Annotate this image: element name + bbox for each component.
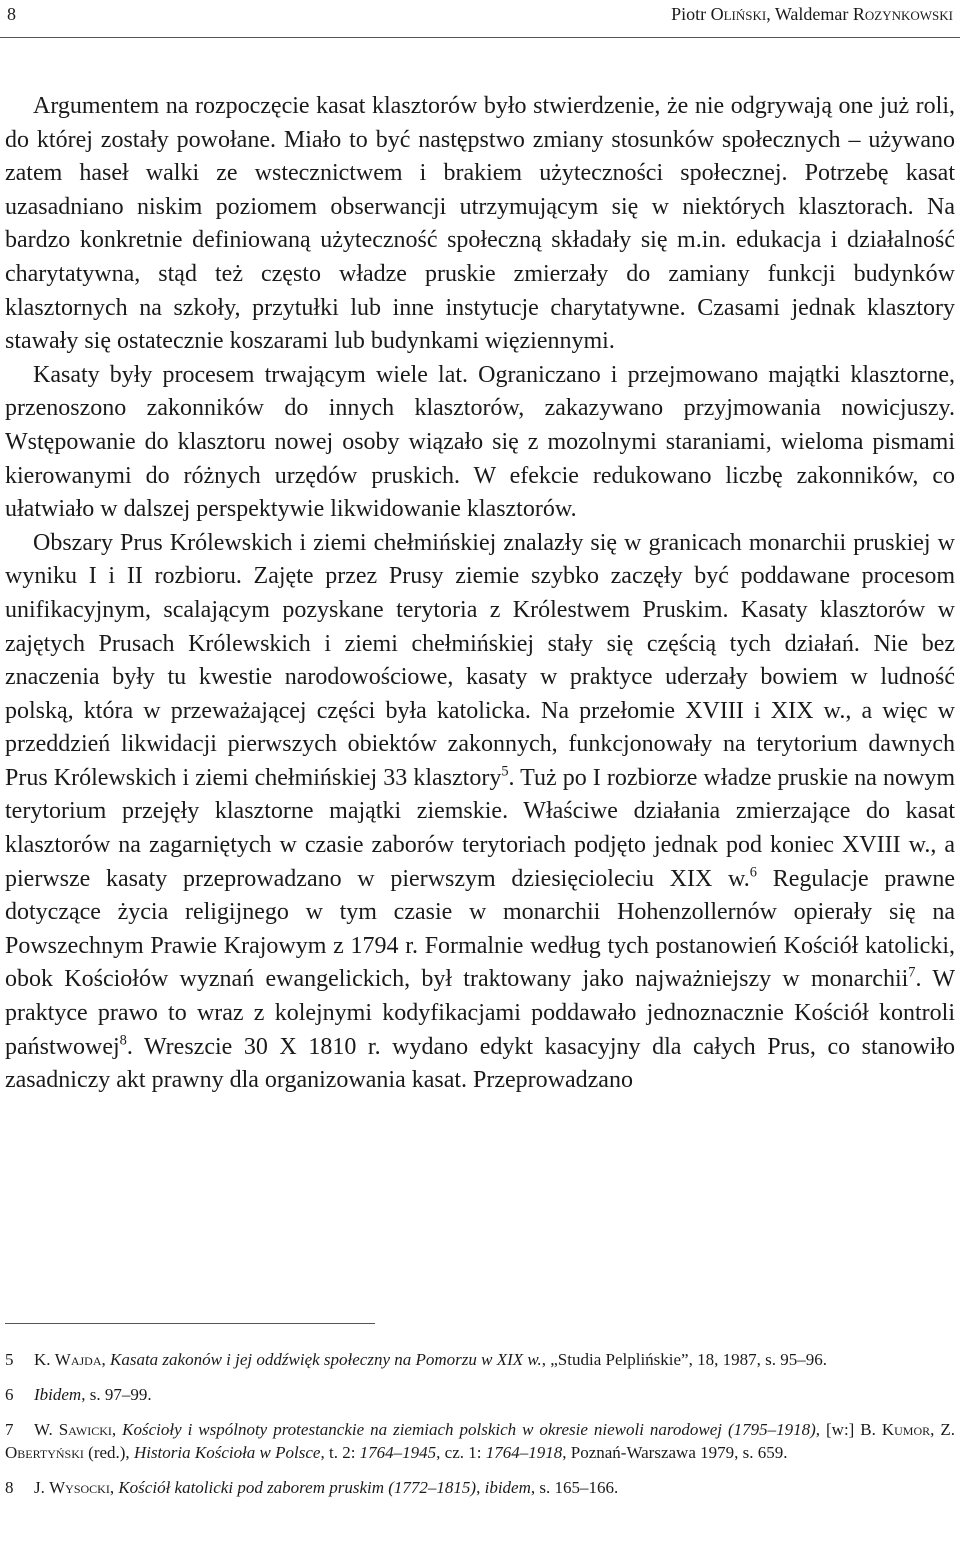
paragraph-3 bbox=[5, 527, 955, 1098]
author-separator: , bbox=[766, 4, 775, 24]
footnote-punct: , t. 2: bbox=[320, 1443, 360, 1462]
paragraph-3-text-a: Obszary Prus Królewskich i ziemi chełmińskiej znalazły się w granicach monarchii pruskiej w wyniku I i II rozbioru. Zajęte przez Prusy ziemie szybko zaczęły być poddawane procesom unifikacyjnym, scalającym pozyskane terytoria z Królestwem Pruskim. Kasaty klasztorów w zajętych Prusach Królewskich i ziemi chełmińskiej stały się częścią tych działań. Nie bez znaczenia były tu kwestie narodowościowe, kasaty w praktyce uderzały bowiem w ludność polską, która w przeważającej części była katolicka. Na przełomie XVIII i XIX w., a więc w przeddzień likwidacji pierwszych obiektów zakonnych, funkcjonowały na terytorium dawnych Prus Królewskich i ziemi chełmińskiej 33 klasztory bbox=[5, 529, 955, 791]
footnote-5 bbox=[5, 1348, 955, 1371]
footnote-author-surname: Wysocki bbox=[49, 1478, 110, 1497]
footnote-number: 7 bbox=[5, 1420, 14, 1439]
footnote-8 bbox=[5, 1476, 955, 1499]
paragraph-3-text-b: . Tuż po I rozbiorze władze pruskie na nowym terytorium przejęły klasztorne majątki ziemskie. Właściwe działania zmierzające do kasat klasztorów na zagarniętych w czasie zaborów terytoriach podjęto jednak pod koniec XVIII w., a pierwsze kasaty przeprowadzano w pierwszym dziesięcioleciu XIX w. bbox=[5, 764, 955, 892]
footnote-7 bbox=[5, 1418, 955, 1464]
footnote-punct: , bbox=[476, 1478, 485, 1497]
paragraph-3-text-d: . W praktyce prawo to wraz z kolejnymi kodyfikacjami poddawało jednoznacznie Kościół kontroli państwowej bbox=[5, 966, 956, 1060]
footnote-punct: , bbox=[111, 1420, 123, 1439]
footnote-author-initial: K. bbox=[34, 1350, 51, 1369]
footnote-punct: , bbox=[109, 1478, 119, 1497]
paragraph-1 bbox=[5, 90, 955, 359]
running-head-authors bbox=[671, 4, 953, 25]
footnote-author-initial: J. bbox=[34, 1478, 45, 1497]
paragraph-2 bbox=[5, 359, 955, 527]
footnote-ref-7[interactable]: 7 bbox=[908, 965, 916, 982]
footnote-rest: , s. 97–99. bbox=[81, 1385, 152, 1404]
footnote-title-2: Historia Kościoła w Polsce bbox=[133, 1443, 321, 1462]
footnote-punct: , Z. bbox=[930, 1420, 956, 1439]
footnote-number: 5 bbox=[5, 1350, 14, 1369]
page-number: 8 bbox=[7, 4, 16, 24]
footnote-punct: , bbox=[101, 1350, 110, 1369]
author1-surname: Oliński bbox=[710, 4, 767, 24]
footnote-editor-1: Kumor bbox=[881, 1420, 931, 1439]
footnote-ref-8[interactable]: 8 bbox=[119, 1032, 127, 1049]
footnote-punct: (red.), bbox=[83, 1443, 134, 1462]
footnote-punct: , cz. 1: bbox=[436, 1443, 486, 1462]
paragraph-2-text: Kasaty były procesem trwającym wiele lat. Ograniczano i przejmowano majątki klasztorne, przenoszono zakonników do innych klasztorów, zakazywano przyjmowania nowicjuszy. Wstępowanie do klasztoru nowej osoby wiązało się z mozolnymi staraniami, wieloma pismami kierowanymi do różnych urzędów pruskich. W efekcie redukowano liczbę zakonników, co ułatwiało w dalszej perspektywie likwidowanie klasztorów. bbox=[5, 361, 955, 523]
footnote-editor-2: Obertyński bbox=[5, 1443, 84, 1462]
paragraph-3-text-e: . Wreszcie 30 X 1810 r. wydano edykt kasacyjny dla całych Prus, co stanowiło zasadniczy akt prawny dla organizowania kasat. Przeprowadzano bbox=[5, 1033, 955, 1094]
footnote-separator bbox=[5, 1323, 375, 1324]
footnote-6 bbox=[5, 1383, 955, 1406]
footnote-punct: , [w:] B. bbox=[815, 1420, 882, 1439]
footnote-number: 6 bbox=[5, 1385, 14, 1404]
footnote-author-initial: W. bbox=[34, 1420, 53, 1439]
footnote-rest: , „Studia Pelplińskie”, 18, 1987, s. 95–96. bbox=[541, 1350, 827, 1369]
footnote-title-2: ibidem bbox=[484, 1478, 531, 1497]
footnote-ref-6[interactable]: 6 bbox=[749, 864, 757, 881]
footnote-ref-5[interactable]: 5 bbox=[501, 763, 509, 780]
footnotes bbox=[5, 1348, 955, 1511]
page-header bbox=[0, 0, 960, 40]
footnote-rest: , Poznań-Warszawa 1979, s. 659. bbox=[562, 1443, 788, 1462]
author1-first-name: Piotr bbox=[671, 4, 707, 24]
body-text bbox=[5, 90, 955, 1098]
footnote-rest: , s. 165–166. bbox=[530, 1478, 619, 1497]
author2-first-name: Waldemar bbox=[774, 4, 849, 24]
footnote-range-2: 1764–1918 bbox=[485, 1443, 563, 1462]
paragraph-1-text: Argumentem na rozpoczęcie kasat klasztorów było stwierdzenie, że nie odgrywają one już roli, do której zostały powołane. Miało to być następstwo zmiany stosunków społecznych – używano zatem haseł walki ze wstecznictwem i brakiem użyteczności społecznej. Potrzebę kasat uzasadniano niskim poziomem obserwancji utrzymującym się w niektórych klasztorach. Na bardzo konkretnie definiowaną użyteczność społeczną składały się m.in. edukacja i działalność charytatywna, stąd też często władze pruskie zmierzały do zamiany funkcji budynków klasztornych na szkoły, przytułki lub inne instytucje charytatywne. Czasami jednak klasztory stawały się ostatecznie koszarami lub budynkami więziennymi. bbox=[5, 93, 955, 355]
footnote-author-surname: Sawicki bbox=[58, 1420, 112, 1439]
footnote-author-surname: Wajda bbox=[54, 1350, 102, 1369]
footnote-title: Kasata zakonów i jej oddźwięk społeczny na Pomorzu w XIX w. bbox=[110, 1350, 542, 1369]
footnote-range-1: 1764–1945 bbox=[359, 1443, 437, 1462]
author2-surname: Rozynkowski bbox=[852, 4, 953, 24]
paragraph-3-text-c: Regulacje prawne dotyczące życia religijnego w tym czasie w monarchii Hohenzollernów opierały się na Powszechnym Prawie Krajowym z 1794 r. Formalnie według tych postanowień Kościół katolicki, obok Kościołów wyznań ewangelickich, był traktowany jako najważniejszy w monarchii bbox=[5, 865, 955, 993]
footnote-title: Kościół katolicki pod zaborem pruskim (1772–1815) bbox=[118, 1478, 477, 1497]
header-rule bbox=[0, 37, 960, 38]
footnote-title: Ibidem bbox=[34, 1385, 82, 1404]
footnote-title: Kościoły i wspólnoty protestanckie na ziemiach polskich w okresie niewoli narodowej (1795–1918) bbox=[122, 1420, 816, 1439]
footnote-number: 8 bbox=[5, 1478, 14, 1497]
